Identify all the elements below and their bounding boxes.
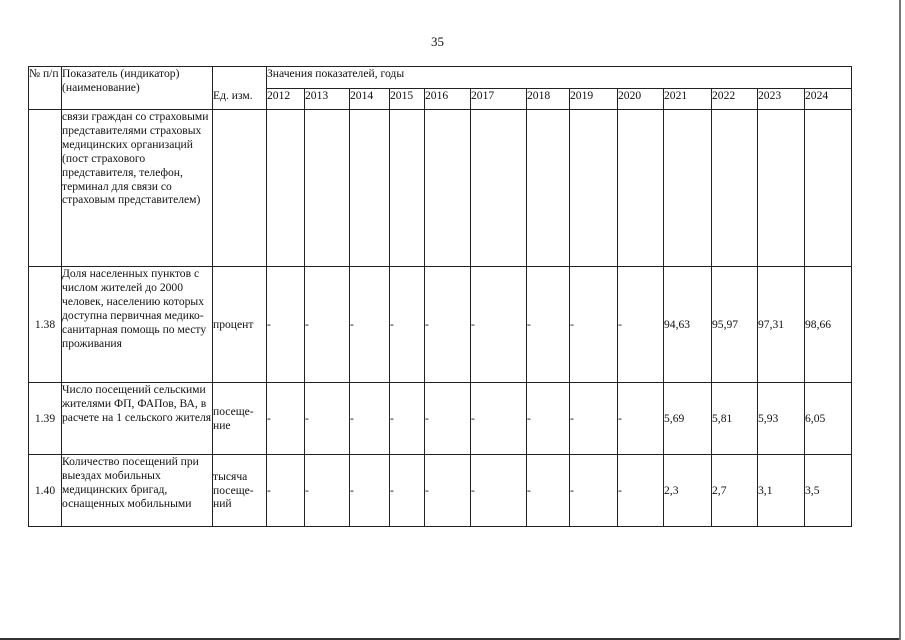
- year-header-cell: 2023: [758, 89, 805, 110]
- unit-cell: тысяча посеще-ний: [213, 455, 267, 527]
- indicators-table: [28, 66, 852, 527]
- value-cell: -: [570, 455, 618, 527]
- indicator-name: Доля населенных пунктов с числом жителей до 2000 человек, населению которых доступна первичная медико-санитарная помощь по месту проживания: [62, 267, 213, 383]
- value-cell: -: [267, 267, 305, 383]
- value-cell: [618, 110, 664, 267]
- value-cell: -: [390, 383, 425, 455]
- year-header-cell: 2018: [527, 89, 570, 110]
- header-row: [29, 67, 852, 89]
- table-row: [29, 110, 852, 267]
- value-cell: -: [527, 267, 570, 383]
- value-cell: -: [618, 267, 664, 383]
- value-cell: [664, 110, 712, 267]
- value-cell: -: [425, 383, 471, 455]
- year-header-cell: 2014: [350, 89, 390, 110]
- year-header-cell: 2022: [712, 89, 758, 110]
- value-cell: -: [471, 455, 527, 527]
- page-number: 35: [431, 34, 444, 49]
- value-cell: 3,1: [758, 455, 805, 527]
- row-number: [29, 110, 62, 267]
- row-number: 1.38: [29, 267, 62, 383]
- table-row: [29, 267, 852, 383]
- header-num: № п/п: [29, 67, 62, 110]
- value-cell: [712, 110, 758, 267]
- year-header-cell: 2016: [425, 89, 471, 110]
- indicator-name: Количество посещений при выездах мобильных медицинских бригад, оснащенных мобильными: [62, 455, 213, 527]
- indicator-name: Число посещений сельскими жителями ФП, ФАПов, ВА, в расчете на 1 сельского жителя: [62, 383, 213, 455]
- page-right-edge: [899, 0, 901, 640]
- value-cell: -: [350, 383, 390, 455]
- unit-cell: посеще-ние: [213, 383, 267, 455]
- value-cell: [425, 110, 471, 267]
- value-cell: -: [570, 383, 618, 455]
- year-header-cell: 2012: [267, 89, 305, 110]
- value-cell: 5,93: [758, 383, 805, 455]
- value-cell: [471, 110, 527, 267]
- value-cell: 5,81: [712, 383, 758, 455]
- value-cell: -: [305, 267, 350, 383]
- value-cell: -: [425, 267, 471, 383]
- value-cell: -: [471, 383, 527, 455]
- value-cell: -: [305, 383, 350, 455]
- value-cell: [570, 110, 618, 267]
- value-cell: [527, 110, 570, 267]
- value-cell: [758, 110, 805, 267]
- value-cell: -: [350, 267, 390, 383]
- header-indicator: Показатель (индикатор) (наименование): [62, 67, 213, 110]
- value-cell: -: [471, 267, 527, 383]
- year-header-cell: 2017: [471, 89, 527, 110]
- value-cell: -: [305, 455, 350, 527]
- unit-cell: процент: [213, 267, 267, 383]
- value-cell: 94,63: [664, 267, 712, 383]
- value-cell: -: [267, 383, 305, 455]
- value-cell: -: [618, 455, 664, 527]
- header-unit: Ед. изм.: [213, 67, 267, 110]
- value-cell: [305, 110, 350, 267]
- value-cell: [805, 110, 852, 267]
- value-cell: -: [267, 455, 305, 527]
- value-cell: 6,05: [805, 383, 852, 455]
- value-cell: 2,7: [712, 455, 758, 527]
- row-number: 1.39: [29, 383, 62, 455]
- header-values: Значения показателей, годы: [267, 67, 852, 89]
- value-cell: -: [390, 267, 425, 383]
- value-cell: 3,5: [805, 455, 852, 527]
- value-cell: [350, 110, 390, 267]
- row-number: 1.40: [29, 455, 62, 527]
- value-cell: -: [390, 455, 425, 527]
- unit-cell: [213, 110, 267, 267]
- value-cell: [267, 110, 305, 267]
- value-cell: 95,97: [712, 267, 758, 383]
- indicator-name: связи граждан со страховыми представителями страховых медицинских организаций (пост страхового представителя, телефон, терминал для связи со страховым представителем): [62, 110, 213, 267]
- table-body: [29, 110, 852, 527]
- year-header-cell: 2024: [805, 89, 852, 110]
- year-header-cell: 2015: [390, 89, 425, 110]
- year-header-cell: 2020: [618, 89, 664, 110]
- value-cell: -: [350, 455, 390, 527]
- value-cell: 2,3: [664, 455, 712, 527]
- year-header-cell: 2019: [570, 89, 618, 110]
- value-cell: [390, 110, 425, 267]
- year-header-cell: 2021: [664, 89, 712, 110]
- table-row: [29, 383, 852, 455]
- year-header-cell: 2013: [305, 89, 350, 110]
- value-cell: -: [527, 455, 570, 527]
- value-cell: -: [570, 267, 618, 383]
- value-cell: 98,66: [805, 267, 852, 383]
- value-cell: -: [527, 383, 570, 455]
- value-cell: -: [618, 383, 664, 455]
- value-cell: 5,69: [664, 383, 712, 455]
- value-cell: 97,31: [758, 267, 805, 383]
- value-cell: -: [425, 455, 471, 527]
- table-row: [29, 455, 852, 527]
